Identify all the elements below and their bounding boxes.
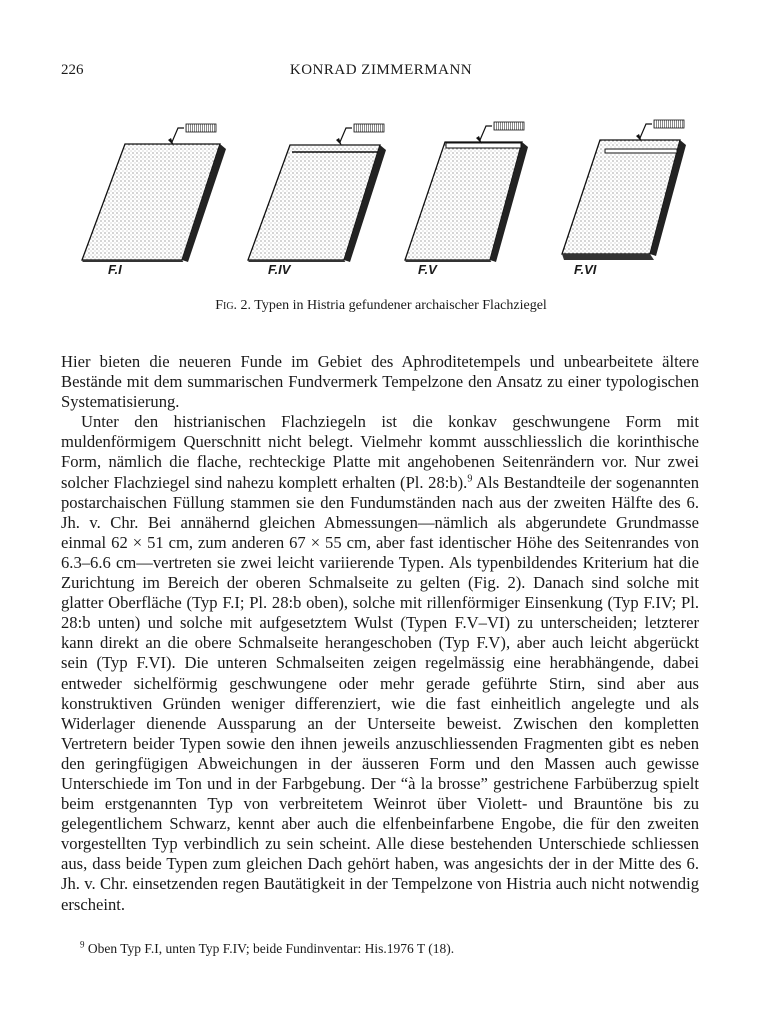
figure-caption [0,298,762,314]
body-text [61,352,699,915]
tile-drawing-f4 [248,124,386,262]
tile-label-f6: F.VI [574,262,597,277]
tile-drawing-f1 [82,124,226,262]
figure-tile-types [60,112,700,290]
paragraph-2-part-2: Als Bestandteile der sogenannten postarchaischen Füllung stammen sie den Fundumständen nach aus der zweiten Hälfte des 6. Jh. v. Chr. Bei annähernd gleichen Abmessungen—nämlich als abgerundete Grundmasse einmal 62 × 51 cm, zum anderen 67 × 55 cm, aber fast identischer Höhe des Seitenrandes von 6.3–6.6 cm—vertreten sie zwei leicht variierende Typen. Als typenbildendes Kriterium hat die Zurichtung im Bereich der oberen Schmalseite zu gelten (Fig. 2). Danach sind solche mit glatter Oberfläche (Typ F.I; Pl. 28:b oben), solche mit rillenförmiger Einsenkung (Typ F.IV; Pl. 28:b unten) und solche mit aufgesetztem Wulst (Typen F.V–VI) zu unterscheiden; letzterer kann direkt an die obere Schmalseite herangeschoben (Typ F.V), aber auch leicht abgerückt sein (Typ F.VI). Die unteren Schmalseiten zeigen regelmässig eine herabhängende, dabei entweder sichelförmig geschwungene oder mehr gerade geführte Stirn, sind aber aus konstruktiven Gründen weniger differenziert, wie die fast einheitlich angelegte und als Widerlager dienende Aussparung an der Unterseite beweist. Zwischen den kompletten Vertretern beider Typen sowie den ihnen jeweils anzuschliessenden Fragmenten gibt es neben den geringfügigen Abweichungen in der äusseren Form und den Massen auch gewisse Unterschiede im Ton und in der Farbgebung. Der “à la brosse” gestrichene Farbüberzug spielt beim erstgenannten Typ von verbreitetem Weinrot über Violett- und Brauntöne bis zu gelegentlichem Schwarz, kennt aber auch die elfenbeinfarbene Engobe, die für den zweiten vorgestellten Typ verbindlich zu sein scheint. Alle diese bestehenden Unterschiede schliessen aus, dass beide Typen zum gleichen Dach gehört haben, was angesichts der in der Mitte des 6. Jh. v. Chr. einsetzenden regen Bautätigkeit in der Tempelzone von Histria auch nicht notwendig erscheint. [61,472,699,914]
footnote-marker: 9 [80,939,85,950]
footnote [80,941,700,957]
footnote-text: Oben Typ F.I, unten Typ F.IV; beide Fundinventar: His.1976 T (18). [84,941,455,956]
tile-label-f4: F.IV [268,262,291,277]
page-header [61,62,701,82]
footnote-reference[interactable]: 9 [467,473,473,485]
tile-drawing-f6 [562,120,686,260]
figure-caption-text: Typen in Histria gefundener archaischer Flachziegel [251,298,547,313]
paragraph-1: Hier bieten die neueren Funde im Gebiet des Aphroditetempels und unbearbeitete ältere Bestände mit dem summarischen Fundvermerk Tempelzone den Ansatz zu einer typologischen Systematisierung. [61,352,699,412]
paragraph-2-part-1: Unter den histrianischen Flachziegeln ist die konkav geschwungene Form mit muldenförmigem Querschnitt nicht belegt. Vielmehr kommt ausschliesslich die korinthische Form, nämlich die flache, rechteckige Platte mit angehobenen Seitenrändern vor. Nur zwei solcher Flachziegel sind nahezu komplett erhalten (Pl. 28:b). [61,412,699,492]
paragraph-2 [61,412,699,914]
running-head: KONRAD ZIMMERMANN [289,62,473,78]
tile-drawing-f5 [405,122,528,262]
tile-label-f5: F.V [418,262,437,277]
figure-caption-label: Fig. 2. [215,298,252,313]
tile-label-f1: F.I [108,262,122,277]
page-number: 226 [61,62,84,78]
tile-drawings [60,112,700,262]
